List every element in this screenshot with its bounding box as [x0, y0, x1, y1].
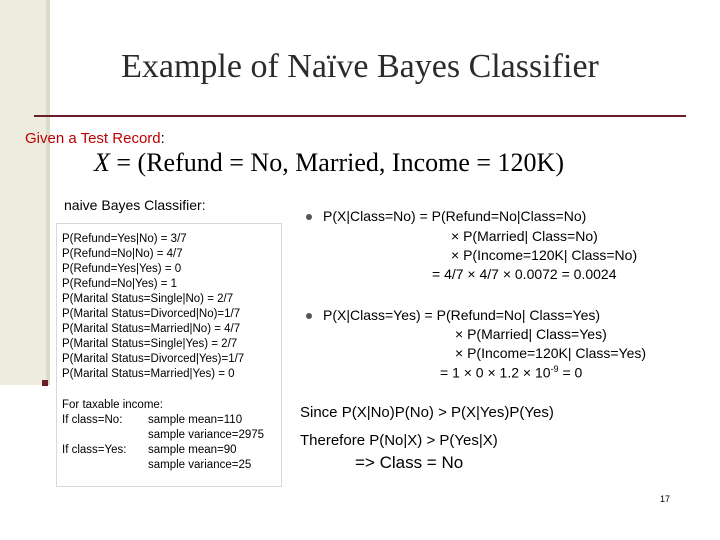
slide-title: Example of Naïve Bayes Classifier: [121, 48, 599, 85]
bullet-dot: [306, 313, 312, 319]
prob-line: P(Marital Status=Married|No) = 4/7: [62, 323, 241, 335]
bullet-no-line2: × P(Married| Class=No): [451, 228, 598, 244]
bullet-yes-line4: [440, 364, 582, 381]
formula-body: = (Refund = No, Married, Income = 120K): [109, 148, 564, 177]
page-number: 17: [660, 494, 671, 504]
bullet-yes-line1: P(X|Class=Yes) = P(Refund=No| Class=Yes): [323, 307, 601, 323]
given-colon: :: [160, 130, 165, 147]
therefore-statement: Therefore P(No|X) > P(Yes|X): [300, 432, 498, 449]
prob-line: P(Refund=No|Yes) = 1: [62, 278, 178, 290]
formula-variable: X: [94, 148, 110, 177]
given-test-record: [25, 130, 165, 147]
bullet-dot: [306, 214, 312, 220]
prob-line: P(Marital Status=Single|Yes) = 2/7: [62, 338, 238, 350]
bullet-yes-line3: × P(Income=120K| Class=Yes): [455, 345, 647, 361]
since-statement: Since P(X|No)P(No) > P(X|Yes)P(Yes): [300, 404, 554, 421]
prob-line: P(Marital Status=Divorced|Yes)=1/7: [62, 353, 245, 365]
yes-exponent: -9: [550, 364, 559, 374]
prob-line: P(Marital Status=Married|Yes) = 0: [62, 368, 235, 380]
test-record-formula: [94, 148, 564, 178]
prob-line: P(Marital Status=Single|No) = 2/7: [62, 293, 234, 305]
yes-result: = 0: [558, 364, 583, 381]
title-divider: [34, 115, 686, 117]
class-no-variance: sample variance=2975: [148, 429, 265, 441]
prob-line: P(Refund=No|No) = 4/7: [62, 248, 183, 260]
bullet-no-line3: × P(Income=120K| Class=No): [451, 247, 638, 263]
bullet-no-line4: = 4/7 × 4/7 × 0.0072 = 0.0024: [432, 266, 617, 282]
class-yes-variance: sample variance=25: [148, 459, 252, 471]
class-no-mean: sample mean=110: [148, 414, 243, 426]
class-yes-mean: sample mean=90: [148, 444, 237, 456]
class-no-label: If class=No:: [62, 414, 123, 426]
yes-product: = 1 × 0 × 1.2 × 10: [440, 364, 551, 381]
prob-line: P(Refund=Yes|No) = 3/7: [62, 233, 187, 245]
conclusion: => Class = No: [355, 453, 464, 472]
divider-accent: [42, 380, 48, 386]
taxable-heading: For taxable income:: [62, 399, 163, 411]
prob-line: P(Marital Status=Divorced|No)=1/7: [62, 308, 241, 320]
classifier-box: [56, 223, 282, 487]
bullet-yes-line2: × P(Married| Class=Yes): [455, 326, 607, 342]
classifier-heading: naive Bayes Classifier:: [64, 197, 206, 213]
prob-line: P(Refund=Yes|Yes) = 0: [62, 263, 182, 275]
given-label: Given a Test Record: [25, 130, 161, 147]
class-yes-label: If class=Yes:: [62, 444, 127, 456]
bullet-no-line1: P(X|Class=No) = P(Refund=No|Class=No): [323, 208, 587, 224]
